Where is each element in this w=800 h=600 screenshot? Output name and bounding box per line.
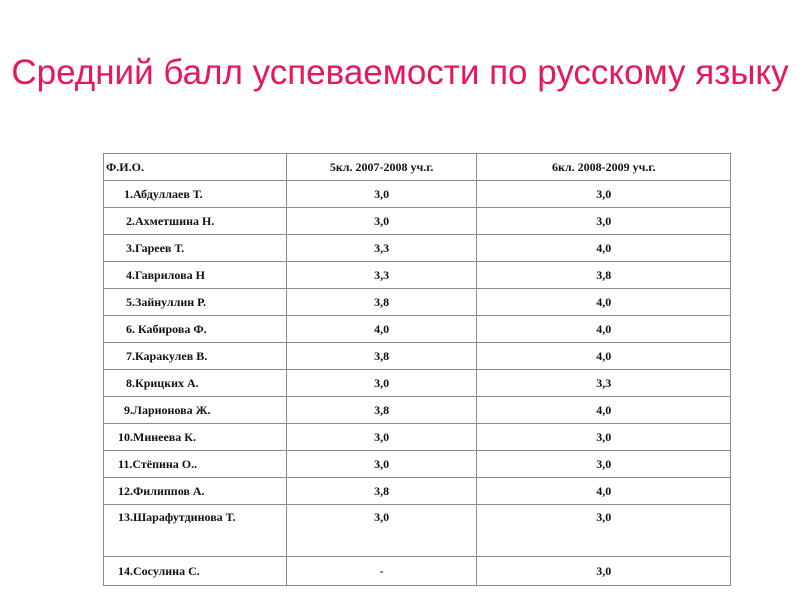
table-row	[104, 235, 731, 262]
table-row	[104, 424, 731, 451]
cell-student-name: 9.Ларионова Ж.	[104, 397, 287, 424]
cell-grade-2008-2009: 3,0	[477, 208, 731, 235]
table-row	[104, 343, 731, 370]
cell-grade-2008-2009: 3,0	[477, 557, 731, 586]
cell-student-name: 4.Гаврилова Н	[104, 262, 287, 289]
table-row	[104, 557, 731, 586]
cell-grade-2007-2008: 3,0	[286, 505, 477, 557]
cell-student-name: 8.Крицких А.	[104, 370, 287, 397]
table-row	[104, 181, 731, 208]
cell-student-name: 2.Ахметшина Н.	[104, 208, 287, 235]
cell-student-name: 11.Стёпина О..	[104, 451, 287, 478]
cell-grade-2007-2008: 3,0	[286, 451, 477, 478]
cell-grade-2007-2008: 3,8	[286, 289, 477, 316]
cell-grade-2008-2009: 4,0	[477, 478, 731, 505]
cell-grade-2008-2009: 3,0	[477, 424, 731, 451]
cell-grade-2007-2008: 3,0	[286, 208, 477, 235]
cell-grade-2008-2009: 4,0	[477, 289, 731, 316]
table-row	[104, 505, 731, 557]
cell-student-name: 10.Минеева К.	[104, 424, 287, 451]
cell-grade-2007-2008: 3,3	[286, 235, 477, 262]
cell-grade-2008-2009: 3,0	[477, 181, 731, 208]
table-row	[104, 316, 731, 343]
cell-grade-2008-2009: 4,0	[477, 235, 731, 262]
cell-grade-2007-2008: -	[286, 557, 477, 586]
cell-grade-2007-2008: 3,8	[286, 397, 477, 424]
cell-student-name: 12.Филиппов А.	[104, 478, 287, 505]
cell-grade-2008-2009: 4,0	[477, 343, 731, 370]
header-fio: Ф.И.О.	[104, 154, 287, 181]
cell-grade-2007-2008: 3,0	[286, 181, 477, 208]
cell-grade-2008-2009: 4,0	[477, 316, 731, 343]
cell-student-name: 7.Каракулев В.	[104, 343, 287, 370]
cell-grade-2008-2009: 4,0	[477, 397, 731, 424]
table-row	[104, 451, 731, 478]
cell-grade-2008-2009: 3,0	[477, 505, 731, 557]
cell-student-name: 6. Кабирова Ф.	[104, 316, 287, 343]
table-row	[104, 208, 731, 235]
header-6th-grade: 6кл. 2008-2009 уч.г.	[477, 154, 731, 181]
cell-grade-2007-2008: 3,3	[286, 262, 477, 289]
cell-grade-2008-2009: 3,0	[477, 451, 731, 478]
table-row	[104, 397, 731, 424]
grades-table	[103, 153, 731, 586]
cell-grade-2007-2008: 3,0	[286, 424, 477, 451]
table-row	[104, 289, 731, 316]
table-body	[104, 181, 731, 586]
cell-grade-2007-2008: 4,0	[286, 316, 477, 343]
cell-grade-2007-2008: 3,8	[286, 478, 477, 505]
table-row	[104, 478, 731, 505]
cell-student-name: 5.Зайнуллин Р.	[104, 289, 287, 316]
cell-grade-2008-2009: 3,3	[477, 370, 731, 397]
cell-student-name: 1.Абдуллаев Т.	[104, 181, 287, 208]
cell-grade-2007-2008: 3,0	[286, 370, 477, 397]
table-header-row	[104, 154, 731, 181]
cell-grade-2007-2008: 3,8	[286, 343, 477, 370]
cell-grade-2008-2009: 3,8	[477, 262, 731, 289]
cell-student-name: 14.Сосулина С.	[104, 557, 287, 586]
table-row	[104, 370, 731, 397]
cell-student-name: 13.Шарафутдинова Т.	[104, 505, 287, 557]
table-row	[104, 262, 731, 289]
slide-title: Средний балл успеваемости по русскому языку	[11, 53, 789, 92]
cell-student-name: 3.Гареев Т.	[104, 235, 287, 262]
header-5th-grade: 5кл. 2007-2008 уч.г.	[286, 154, 477, 181]
